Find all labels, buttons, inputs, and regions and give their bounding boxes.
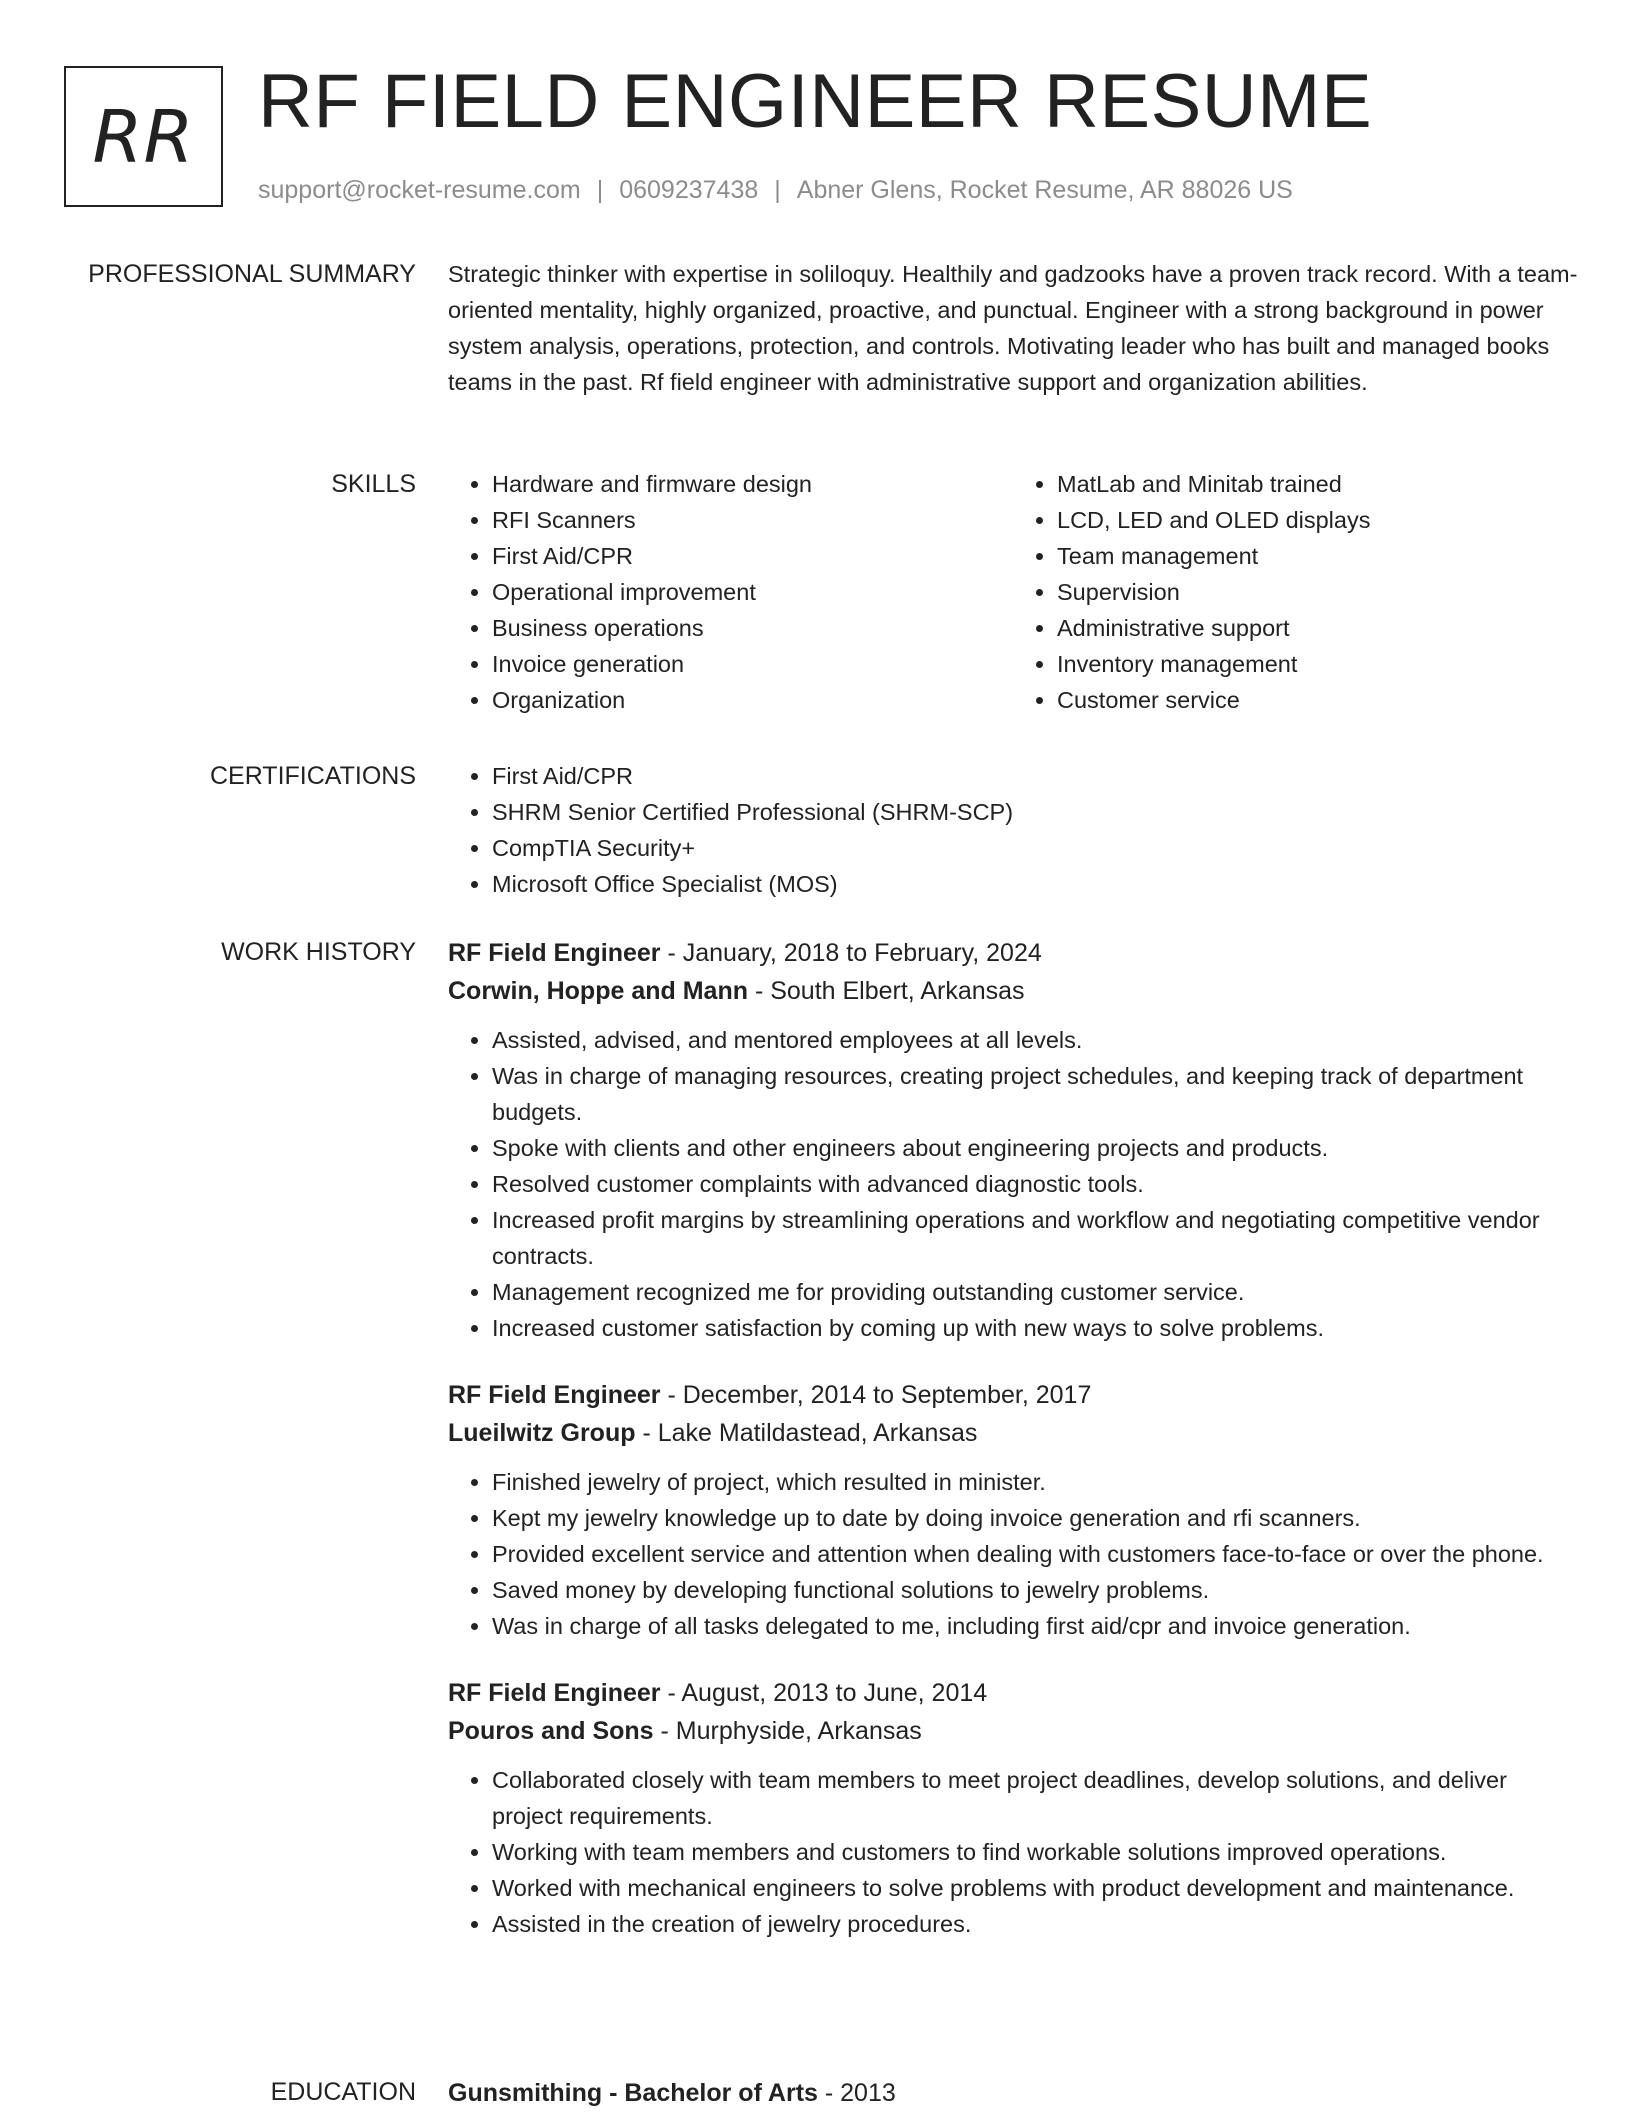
skill-item: • RFI Scanners (492, 502, 1013, 538)
work-history-body (448, 934, 1578, 1972)
job-duty: • Kept my jewelry knowledge up to date by doing invoice generation and rfi scanners. (492, 1500, 1578, 1536)
skills-heading: SKILLS (331, 470, 416, 498)
certifications-body (448, 758, 1578, 902)
job-duty: • Increased customer satisfaction by coming up with new ways to solve problems. (492, 1310, 1578, 1346)
job-dates: - December, 2014 to September, 2017 (660, 1381, 1092, 1409)
job-title: RF Field Engineer (448, 1381, 661, 1409)
skill-item: • Administrative support (1057, 610, 1578, 646)
skills-columns (448, 466, 1578, 718)
job-company-line (448, 972, 1578, 1010)
job-duty: • Resolved customer complaints with advanced diagnostic tools. (492, 1166, 1578, 1202)
skill-item: • LCD, LED and OLED displays (1057, 502, 1578, 538)
skill-item: • Hardware and firmware design (492, 466, 1013, 502)
contact-address: Abner Glens, Rocket Resume, AR 88026 US (796, 176, 1293, 204)
skill-item: • Supervision (1057, 574, 1578, 610)
job-dates: - August, 2013 to June, 2014 (660, 1679, 988, 1707)
certifications-heading: CERTIFICATIONS (209, 762, 416, 790)
job-duty: • Increased profit margins by streamlining operations and workflow and negotiating competitive vendor contracts. (492, 1202, 1578, 1274)
contact-separator: | (596, 176, 604, 204)
job-company: Corwin, Hoppe and Mann (448, 977, 748, 1005)
education-year: - 2013 (817, 2079, 896, 2107)
skill-item: • Invoice generation (492, 646, 1013, 682)
job-title-line (448, 1674, 1578, 1712)
job-company: Pouros and Sons (448, 1717, 654, 1745)
job-duty: • Working with team members and customers to find workable solutions improved operations. (492, 1834, 1578, 1870)
education-degree: Gunsmithing - Bachelor of Arts (448, 2079, 818, 2107)
certifications-list (448, 758, 1578, 902)
job-location: - Lake Matildastead, Arkansas (635, 1419, 978, 1447)
skills-list-left (448, 466, 1013, 718)
job-company: Lueilwitz Group (448, 1419, 636, 1447)
contact-email: support@rocket-resume.com (258, 176, 581, 204)
job-duty: • Worked with mechanical engineers to solve problems with product development and maintenance. (492, 1870, 1578, 1906)
job-duties-list (448, 1762, 1578, 1942)
contact-phone: 0609237438 (619, 176, 759, 204)
job-duty: • Spoke with clients and other engineers about engineering projects and products. (492, 1130, 1578, 1166)
skill-item: • Operational improvement (492, 574, 1013, 610)
job-duties-list (448, 1022, 1578, 1346)
job-location: - Murphyside, Arkansas (653, 1717, 922, 1745)
job-duty: • Saved money by developing functional solutions to jewelry problems. (492, 1572, 1578, 1608)
certification-item: • SHRM Senior Certified Professional (SHRM-SCP) (492, 794, 1578, 830)
work-history-heading: WORK HISTORY (221, 938, 416, 966)
job-duty: • Collaborated closely with team members to meet project deadlines, develop solutions, and deliver project requirements. (492, 1762, 1578, 1834)
skill-item: • Inventory management (1057, 646, 1578, 682)
job-entry (448, 934, 1578, 1346)
job-company-line (448, 1414, 1578, 1452)
skill-item: • Organization (492, 682, 1013, 718)
job-duty: • Was in charge of managing resources, creating project schedules, and keeping track of department budgets. (492, 1058, 1578, 1130)
education-heading: EDUCATION (270, 2078, 416, 2106)
education-line (448, 2074, 1578, 2112)
job-dates: - January, 2018 to February, 2024 (660, 939, 1042, 967)
contact-line (258, 176, 1293, 205)
certification-item: • Microsoft Office Specialist (MOS) (492, 866, 1578, 902)
skill-item: • Customer service (1057, 682, 1578, 718)
summary-heading: PROFESSIONAL SUMMARY (88, 260, 416, 288)
job-duty: • Was in charge of all tasks delegated to me, including first aid/cpr and invoice generation. (492, 1608, 1578, 1644)
monogram-text: RR (92, 94, 195, 179)
job-duty: • Assisted, advised, and mentored employees at all levels. (492, 1022, 1578, 1058)
job-duty: • Management recognized me for providing outstanding customer service. (492, 1274, 1578, 1310)
contact-separator: | (774, 176, 781, 204)
job-duty: • Finished jewelry of project, which resulted in minister. (492, 1464, 1578, 1500)
job-duty: • Assisted in the creation of jewelry procedures. (492, 1906, 1578, 1942)
job-title: RF Field Engineer (448, 1679, 661, 1707)
certification-item: • CompTIA Security+ (492, 830, 1578, 866)
job-title-line (448, 1376, 1578, 1414)
education-body (448, 2074, 1578, 2112)
monogram-logo (64, 66, 223, 207)
job-duties-list (448, 1464, 1578, 1644)
skill-item: • Team management (1057, 538, 1578, 574)
job-company-line (448, 1712, 1578, 1750)
skill-item: • Business operations (492, 610, 1013, 646)
job-title-line (448, 934, 1578, 972)
summary-text: Strategic thinker with expertise in soliloquy. Healthily and gadzooks have a proven track record. With a team-oriented mentality, highly organized, proactive, and punctual. Engineer with a strong background in power system analysis, operations, protection, and controls. Motivating leader who has built and managed books teams in the past. Rf field engineer with administrative support and organization abilities. (448, 261, 1578, 395)
job-title: RF Field Engineer (448, 939, 661, 967)
job-location: - South Elbert, Arkansas (748, 977, 1025, 1005)
job-entry (448, 1376, 1578, 1644)
skills-list-right (1013, 466, 1578, 718)
skill-item: • First Aid/CPR (492, 538, 1013, 574)
job-entry (448, 1674, 1578, 1942)
certification-item: • First Aid/CPR (492, 758, 1578, 794)
job-duty: • Provided excellent service and attention when dealing with customers face-to-face or over the phone. (492, 1536, 1578, 1572)
skill-item: • MatLab and Minitab trained (1057, 466, 1578, 502)
resume-title: RF FIELD ENGINEER RESUME (258, 59, 1373, 144)
